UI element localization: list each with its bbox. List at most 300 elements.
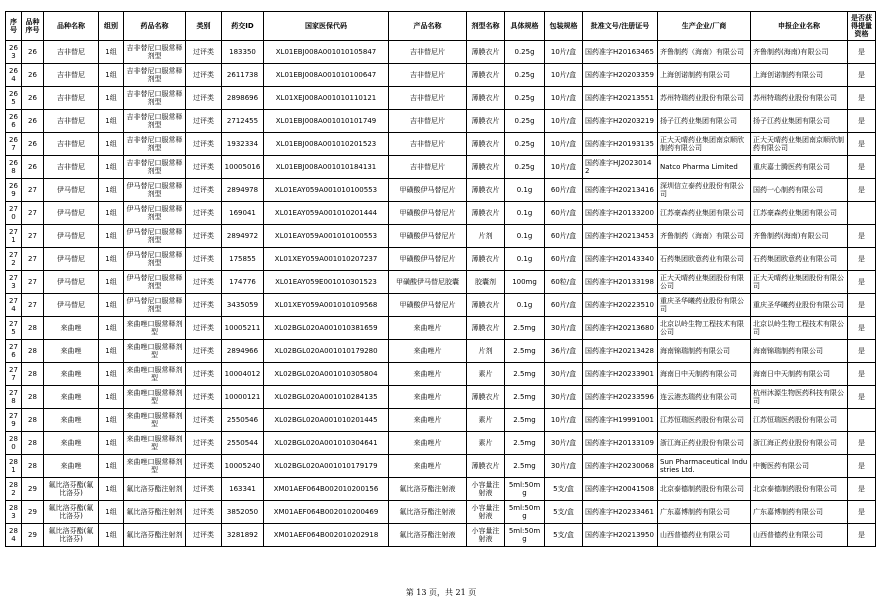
- cell-drug-name: 伊马替尼口服常释剂型: [124, 179, 186, 202]
- cell-product-name: 吉非替尼片: [389, 41, 467, 64]
- cell-package-spec: 60片/盒: [545, 248, 583, 271]
- cell-trade-id: 2894978: [222, 179, 264, 202]
- table-row: [6, 202, 876, 225]
- cell-specification: 0.1g: [505, 202, 545, 225]
- cell-applicant: 扬子江药业集团有限公司: [751, 110, 848, 133]
- cell-insurance-code: XL01EAY059A001010100553: [264, 179, 389, 202]
- cell-manufacturer: 北京以岭生物工程技术有限公司: [658, 317, 751, 340]
- cell-category: 过评类: [186, 340, 222, 363]
- cell-approval-number: 国药准字H20193135: [583, 133, 658, 156]
- cell-row-number: 264: [6, 64, 22, 87]
- cell-insurance-code: XM01AEF064B002010200469: [264, 501, 389, 524]
- cell-approval-number: 国药准字H20203359: [583, 64, 658, 87]
- cell-row-number: 270: [6, 202, 22, 225]
- cell-variety-name: 来曲唑: [44, 409, 99, 432]
- cell-category: 过评类: [186, 225, 222, 248]
- cell-specification: 100mg: [505, 271, 545, 294]
- cell-variety-name: 吉非替尼: [44, 64, 99, 87]
- cell-drug-name: 氟比洛芬酯注射剂: [124, 478, 186, 501]
- cell-drug-name: 吉非替尼口服常释剂型: [124, 133, 186, 156]
- header-insurance-code: 国家医保代码: [264, 12, 389, 41]
- cell-manufacturer: 广东嘉博制药有限公司: [658, 501, 751, 524]
- cell-trade-id: 2712455: [222, 110, 264, 133]
- cell-eligibility: 是: [848, 432, 876, 455]
- cell-trade-id: 163341: [222, 478, 264, 501]
- cell-group: 1组: [99, 202, 124, 225]
- cell-dosage-form: 片剂: [467, 225, 505, 248]
- cell-group: 1组: [99, 87, 124, 110]
- header-category: 类别: [186, 12, 222, 41]
- cell-manufacturer: 齐鲁制药（海南）有限公司: [658, 41, 751, 64]
- cell-eligibility: 是: [848, 133, 876, 156]
- cell-manufacturer: 北京泰德制药股份有限公司: [658, 478, 751, 501]
- cell-group: 1组: [99, 478, 124, 501]
- cell-manufacturer: Sun Pharmaceutical Industries Ltd.: [658, 455, 751, 478]
- cell-applicant: 杭州沐源生物医药科技有限公司: [751, 386, 848, 409]
- cell-variety-name: 氟比洛芬酯(氟比洛芬): [44, 524, 99, 547]
- cell-group: 1组: [99, 524, 124, 547]
- cell-variety-number: 28: [22, 455, 44, 478]
- cell-eligibility: 是: [848, 386, 876, 409]
- cell-eligibility: 是: [848, 248, 876, 271]
- cell-variety-name: 伊马替尼: [44, 271, 99, 294]
- cell-drug-name: 吉非替尼口服常释剂型: [124, 41, 186, 64]
- cell-variety-number: 29: [22, 478, 44, 501]
- cell-drug-name: 来曲唑口服常释剂型: [124, 409, 186, 432]
- cell-trade-id: 10005211: [222, 317, 264, 340]
- cell-applicant: 山西普德药业有限公司: [751, 524, 848, 547]
- cell-insurance-code: XL01XEY059A001010109568: [264, 294, 389, 317]
- cell-variety-number: 27: [22, 179, 44, 202]
- cell-package-spec: 60片/盒: [545, 225, 583, 248]
- header-package-spec: 包装规格: [545, 12, 583, 41]
- table-row: [6, 363, 876, 386]
- table-row: [6, 501, 876, 524]
- cell-variety-name: 伊马替尼: [44, 179, 99, 202]
- cell-package-spec: 30片/盒: [545, 432, 583, 455]
- table-row: [6, 294, 876, 317]
- header-variety-name: 品种名称: [44, 12, 99, 41]
- cell-dosage-form: 薄膜衣片: [467, 248, 505, 271]
- cell-manufacturer: 浙江海正药业股份有限公司: [658, 432, 751, 455]
- cell-applicant: 苏州特瑞药业股份有限公司: [751, 87, 848, 110]
- cell-insurance-code: XL01EBJ008A001010201523: [264, 133, 389, 156]
- cell-category: 过评类: [186, 524, 222, 547]
- cell-trade-id: 10000121: [222, 386, 264, 409]
- cell-dosage-form: 薄膜衣片: [467, 64, 505, 87]
- cell-eligibility: [848, 409, 876, 432]
- cell-group: 1组: [99, 363, 124, 386]
- cell-approval-number: 国药准字H20213428: [583, 340, 658, 363]
- cell-package-spec: 30片/盒: [545, 386, 583, 409]
- table-row: [6, 248, 876, 271]
- cell-group: 1组: [99, 110, 124, 133]
- table-row: [6, 156, 876, 179]
- cell-dosage-form: 胶囊剂: [467, 271, 505, 294]
- cell-insurance-code: XL01EBJ008A001010100647: [264, 64, 389, 87]
- cell-eligibility: 是: [848, 64, 876, 87]
- cell-drug-name: 氟比洛芬酯注射剂: [124, 501, 186, 524]
- header-row-number: 序号: [6, 12, 22, 41]
- table-header-row: [6, 12, 876, 41]
- cell-insurance-code: XL01XEJ008A001010110121: [264, 87, 389, 110]
- page-footer: 第 13 页，共 21 页: [405, 588, 477, 597]
- cell-manufacturer: 齐鲁制药（海南）有限公司: [658, 225, 751, 248]
- cell-specification: 0.25g: [505, 110, 545, 133]
- cell-applicant: 北京泰德制药股份有限公司: [751, 478, 848, 501]
- cell-product-name: 甲磺酸伊马替尼片: [389, 202, 467, 225]
- cell-variety-number: 28: [22, 363, 44, 386]
- cell-package-spec: 5支/盒: [545, 478, 583, 501]
- cell-row-number: 279: [6, 409, 22, 432]
- cell-variety-name: 伊马替尼: [44, 202, 99, 225]
- cell-insurance-code: XL02BGL020A001010201445: [264, 409, 389, 432]
- cell-dosage-form: 薄膜衣片: [467, 455, 505, 478]
- cell-row-number: 284: [6, 524, 22, 547]
- cell-category: 过评类: [186, 110, 222, 133]
- header-manufacturer: 生产企业/厂商: [658, 12, 751, 41]
- cell-dosage-form: 薄膜衣片: [467, 87, 505, 110]
- cell-specification: 2.5mg: [505, 386, 545, 409]
- cell-approval-number: 国药准字H20233461: [583, 501, 658, 524]
- cell-variety-name: 氟比洛芬酯(氟比洛芬): [44, 478, 99, 501]
- cell-dosage-form: 薄膜衣片: [467, 386, 505, 409]
- cell-insurance-code: XL01EAY059A001010201444: [264, 202, 389, 225]
- cell-drug-name: 来曲唑口服常释剂型: [124, 340, 186, 363]
- cell-specification: 2.5mg: [505, 455, 545, 478]
- cell-approval-number: 国药准字H19991001: [583, 409, 658, 432]
- cell-variety-number: 26: [22, 133, 44, 156]
- cell-group: 1组: [99, 340, 124, 363]
- cell-approval-number: 国药准字H20213551: [583, 87, 658, 110]
- cell-product-name: 吉非替尼片: [389, 87, 467, 110]
- cell-package-spec: 10片/盒: [545, 409, 583, 432]
- cell-manufacturer: 扬子江药业集团有限公司: [658, 110, 751, 133]
- cell-row-number: 283: [6, 501, 22, 524]
- cell-group: 1组: [99, 409, 124, 432]
- cell-applicant: 广东嘉博制药有限公司: [751, 501, 848, 524]
- cell-trade-id: 2550544: [222, 432, 264, 455]
- cell-applicant: 中衡医药有限公司: [751, 455, 848, 478]
- cell-dosage-form: 小容量注射液: [467, 524, 505, 547]
- cell-applicant: 浙江海正药业股份有限公司: [751, 432, 848, 455]
- cell-drug-name: 吉非替尼口服常释剂型: [124, 110, 186, 133]
- cell-insurance-code: XM01AEF064B002010200156: [264, 478, 389, 501]
- cell-variety-name: 来曲唑: [44, 317, 99, 340]
- cell-category: 过评类: [186, 41, 222, 64]
- cell-approval-number: 国药准字H20213416: [583, 179, 658, 202]
- cell-package-spec: 10片/盒: [545, 133, 583, 156]
- table-row: [6, 409, 876, 432]
- cell-group: 1组: [99, 294, 124, 317]
- cell-dosage-form: 薄膜衣片: [467, 133, 505, 156]
- cell-category: 过评类: [186, 409, 222, 432]
- cell-package-spec: 5支/盒: [545, 501, 583, 524]
- cell-category: 过评类: [186, 271, 222, 294]
- cell-specification: 2.5mg: [505, 409, 545, 432]
- cell-insurance-code: XL01EBJ008A001010184131: [264, 156, 389, 179]
- cell-variety-number: 27: [22, 294, 44, 317]
- cell-variety-number: 26: [22, 110, 44, 133]
- cell-variety-number: 27: [22, 248, 44, 271]
- cell-eligibility: 是: [848, 294, 876, 317]
- cell-approval-number: 国药准字H20213680: [583, 317, 658, 340]
- cell-eligibility: 是: [848, 363, 876, 386]
- cell-group: 1组: [99, 386, 124, 409]
- cell-row-number: 276: [6, 340, 22, 363]
- cell-group: 1组: [99, 501, 124, 524]
- cell-drug-name: 伊马替尼口服常释剂型: [124, 271, 186, 294]
- cell-variety-number: 26: [22, 41, 44, 64]
- cell-applicant: 海南锦瑞制药有限公司: [751, 340, 848, 363]
- cell-product-name: 来曲唑片: [389, 317, 467, 340]
- cell-insurance-code: XL02BGL020A001010179179: [264, 455, 389, 478]
- cell-package-spec: 30片/盒: [545, 363, 583, 386]
- cell-trade-id: 3852050: [222, 501, 264, 524]
- cell-product-name: 来曲唑片: [389, 409, 467, 432]
- cell-dosage-form: 薄膜衣片: [467, 294, 505, 317]
- cell-approval-number: 国药准字H20133109: [583, 432, 658, 455]
- cell-manufacturer: 海南日中天制药有限公司: [658, 363, 751, 386]
- cell-variety-number: 28: [22, 409, 44, 432]
- cell-package-spec: 10片/盒: [545, 41, 583, 64]
- table-row: [6, 225, 876, 248]
- cell-trade-id: 174776: [222, 271, 264, 294]
- cell-product-name: 甲磺酸伊马替尼片: [389, 294, 467, 317]
- table-row: [6, 179, 876, 202]
- cell-manufacturer: 正大天晴药业集团股份有限公司: [658, 271, 751, 294]
- cell-applicant: 江苏豪森药业集团有限公司: [751, 202, 848, 225]
- table-row: [6, 478, 876, 501]
- cell-trade-id: 2898696: [222, 87, 264, 110]
- cell-applicant: 齐鲁制药(海南)有限公司: [751, 225, 848, 248]
- cell-row-number: 263: [6, 41, 22, 64]
- header-eligibility: 是否获得提量资格: [848, 12, 876, 41]
- cell-variety-name: 吉非替尼: [44, 110, 99, 133]
- cell-approval-number: 国药准字H20163465: [583, 41, 658, 64]
- cell-dosage-form: 素片: [467, 409, 505, 432]
- cell-variety-number: 26: [22, 64, 44, 87]
- cell-applicant: 重庆嘉士腾医药有限公司: [751, 156, 848, 179]
- cell-applicant: 江苏恒瑞医药股份有限公司: [751, 409, 848, 432]
- cell-approval-number: 国药准字HJ20230142: [583, 156, 658, 179]
- cell-product-name: 来曲唑片: [389, 432, 467, 455]
- cell-applicant: 石药集团欧意药业有限公司: [751, 248, 848, 271]
- cell-eligibility: 是: [848, 87, 876, 110]
- cell-trade-id: 2894972: [222, 225, 264, 248]
- cell-product-name: 氟比洛芬酯注射液: [389, 524, 467, 547]
- cell-dosage-form: 素片: [467, 432, 505, 455]
- cell-row-number: 267: [6, 133, 22, 156]
- cell-manufacturer: 正大天晴药业集团南京顺欣制药有限公司: [658, 133, 751, 156]
- cell-specification: 0.1g: [505, 225, 545, 248]
- cell-row-number: 273: [6, 271, 22, 294]
- cell-product-name: 来曲唑片: [389, 363, 467, 386]
- cell-approval-number: 国药准字H20041508: [583, 478, 658, 501]
- header-drug-name: 药品名称: [124, 12, 186, 41]
- cell-product-name: 吉非替尼片: [389, 133, 467, 156]
- cell-category: 过评类: [186, 156, 222, 179]
- table-row: [6, 87, 876, 110]
- cell-category: 过评类: [186, 478, 222, 501]
- cell-specification: 2.5mg: [505, 340, 545, 363]
- cell-group: 1组: [99, 225, 124, 248]
- table-row: [6, 64, 876, 87]
- header-trade-id: 药交ID: [222, 12, 264, 41]
- cell-variety-name: 伊马替尼: [44, 294, 99, 317]
- cell-category: 过评类: [186, 248, 222, 271]
- cell-variety-number: 28: [22, 317, 44, 340]
- cell-trade-id: 10005240: [222, 455, 264, 478]
- cell-group: 1组: [99, 455, 124, 478]
- cell-approval-number: 国药准字H20133198: [583, 271, 658, 294]
- cell-specification: 2.5mg: [505, 432, 545, 455]
- cell-row-number: 277: [6, 363, 22, 386]
- cell-applicant: 上海创诺制药有限公司: [751, 64, 848, 87]
- cell-category: 过评类: [186, 455, 222, 478]
- cell-variety-number: 29: [22, 501, 44, 524]
- cell-insurance-code: XL02BGL020A001010179280: [264, 340, 389, 363]
- cell-specification: 0.1g: [505, 294, 545, 317]
- cell-insurance-code: XL02BGL020A001010305804: [264, 363, 389, 386]
- cell-variety-name: 来曲唑: [44, 363, 99, 386]
- cell-package-spec: 60片/盒: [545, 294, 583, 317]
- cell-variety-name: 伊马替尼: [44, 225, 99, 248]
- cell-manufacturer: 深圳信立泰药业股份有限公司: [658, 179, 751, 202]
- cell-drug-name: 来曲唑口服常释剂型: [124, 432, 186, 455]
- header-approval-number: 批准文号/注册证号: [583, 12, 658, 41]
- table-row: [6, 110, 876, 133]
- cell-specification: 0.1g: [505, 179, 545, 202]
- cell-product-name: 吉非替尼片: [389, 64, 467, 87]
- cell-row-number: 269: [6, 179, 22, 202]
- cell-trade-id: 2894966: [222, 340, 264, 363]
- cell-category: 过评类: [186, 501, 222, 524]
- cell-insurance-code: XL01EAY059E001010301523: [264, 271, 389, 294]
- cell-eligibility: [848, 202, 876, 225]
- cell-insurance-code: XL01EAY059A001010100553: [264, 225, 389, 248]
- cell-approval-number: 国药准字H20233901: [583, 363, 658, 386]
- cell-specification: 2.5mg: [505, 363, 545, 386]
- table-row: [6, 317, 876, 340]
- cell-drug-name: 来曲唑口服常释剂型: [124, 386, 186, 409]
- cell-manufacturer: 江苏恒瑞医药股份有限公司: [658, 409, 751, 432]
- cell-variety-name: 吉非替尼: [44, 133, 99, 156]
- cell-drug-name: 来曲唑口服常释剂型: [124, 455, 186, 478]
- cell-variety-name: 来曲唑: [44, 432, 99, 455]
- cell-package-spec: 60片/盒: [545, 179, 583, 202]
- cell-package-spec: 10片/盒: [545, 87, 583, 110]
- cell-category: 过评类: [186, 294, 222, 317]
- cell-eligibility: 是: [848, 478, 876, 501]
- cell-variety-number: 28: [22, 340, 44, 363]
- cell-variety-name: 来曲唑: [44, 386, 99, 409]
- cell-variety-number: 28: [22, 386, 44, 409]
- cell-dosage-form: 片剂: [467, 340, 505, 363]
- cell-row-number: 275: [6, 317, 22, 340]
- cell-category: 过评类: [186, 87, 222, 110]
- cell-category: 过评类: [186, 64, 222, 87]
- cell-product-name: 甲磺酸伊马替尼片: [389, 179, 467, 202]
- cell-variety-name: 氟比洛芬酯(氟比洛芬): [44, 501, 99, 524]
- cell-package-spec: 60片/盒: [545, 202, 583, 225]
- cell-insurance-code: XM01AEF064B002010202918: [264, 524, 389, 547]
- cell-group: 1组: [99, 156, 124, 179]
- cell-product-name: 氟比洛芬酯注射液: [389, 478, 467, 501]
- cell-product-name: 吉非替尼片: [389, 110, 467, 133]
- table-row: [6, 41, 876, 64]
- cell-trade-id: 3281892: [222, 524, 264, 547]
- cell-specification: 0.1g: [505, 248, 545, 271]
- cell-row-number: 271: [6, 225, 22, 248]
- cell-manufacturer: 山西普德药业有限公司: [658, 524, 751, 547]
- cell-package-spec: 60粒/盒: [545, 271, 583, 294]
- cell-dosage-form: 素片: [467, 363, 505, 386]
- cell-dosage-form: 薄膜衣片: [467, 202, 505, 225]
- cell-trade-id: 10005016: [222, 156, 264, 179]
- header-dosage-form: 剂型名称: [467, 12, 505, 41]
- cell-trade-id: 175855: [222, 248, 264, 271]
- cell-manufacturer: Natco Pharma Limited: [658, 156, 751, 179]
- table-row: [6, 524, 876, 547]
- cell-dosage-form: 薄膜衣片: [467, 317, 505, 340]
- cell-approval-number: 国药准字H20233596: [583, 386, 658, 409]
- cell-approval-number: 国药准字H20133200: [583, 202, 658, 225]
- cell-applicant: 重庆圣华曦药业股份有限公司: [751, 294, 848, 317]
- cell-trade-id: 183350: [222, 41, 264, 64]
- cell-manufacturer: 苏州特瑞药业股份有限公司: [658, 87, 751, 110]
- cell-specification: 5ml:50mg: [505, 524, 545, 547]
- header-group: 组别: [99, 12, 124, 41]
- cell-row-number: 278: [6, 386, 22, 409]
- cell-variety-number: 27: [22, 271, 44, 294]
- cell-variety-name: 来曲唑: [44, 455, 99, 478]
- cell-manufacturer: 石药集团欧意药业有限公司: [658, 248, 751, 271]
- cell-eligibility: 是: [848, 41, 876, 64]
- cell-variety-name: 吉非替尼: [44, 156, 99, 179]
- cell-product-name: 甲磺酸伊马替尼胶囊: [389, 271, 467, 294]
- cell-group: 1组: [99, 317, 124, 340]
- cell-product-name: 吉非替尼片: [389, 156, 467, 179]
- cell-specification: 0.25g: [505, 41, 545, 64]
- cell-eligibility: 是: [848, 271, 876, 294]
- cell-group: 1组: [99, 271, 124, 294]
- cell-insurance-code: XL02BGL020A001010381659: [264, 317, 389, 340]
- cell-eligibility: 是: [848, 225, 876, 248]
- cell-specification: 5ml:50mg: [505, 478, 545, 501]
- cell-trade-id: 1932334: [222, 133, 264, 156]
- cell-eligibility: 是: [848, 156, 876, 179]
- cell-package-spec: 5支/盒: [545, 524, 583, 547]
- cell-insurance-code: XL01XEY059A001010207237: [264, 248, 389, 271]
- cell-row-number: 266: [6, 110, 22, 133]
- cell-trade-id: 2611738: [222, 64, 264, 87]
- cell-applicant: 国药一心制药有限公司: [751, 179, 848, 202]
- header-specification: 具体规格: [505, 12, 545, 41]
- cell-product-name: 来曲唑片: [389, 340, 467, 363]
- cell-specification: 0.25g: [505, 133, 545, 156]
- cell-drug-name: 来曲唑口服常释剂型: [124, 317, 186, 340]
- cell-specification: 2.5mg: [505, 317, 545, 340]
- cell-dosage-form: 薄膜衣片: [467, 156, 505, 179]
- cell-variety-name: 吉非替尼: [44, 41, 99, 64]
- cell-category: 过评类: [186, 386, 222, 409]
- cell-manufacturer: 连云港杰瑞药业有限公司: [658, 386, 751, 409]
- cell-insurance-code: XL01EBJ008A001010101749: [264, 110, 389, 133]
- cell-drug-name: 来曲唑口服常释剂型: [124, 363, 186, 386]
- cell-group: 1组: [99, 64, 124, 87]
- cell-approval-number: 国药准字H20213453: [583, 225, 658, 248]
